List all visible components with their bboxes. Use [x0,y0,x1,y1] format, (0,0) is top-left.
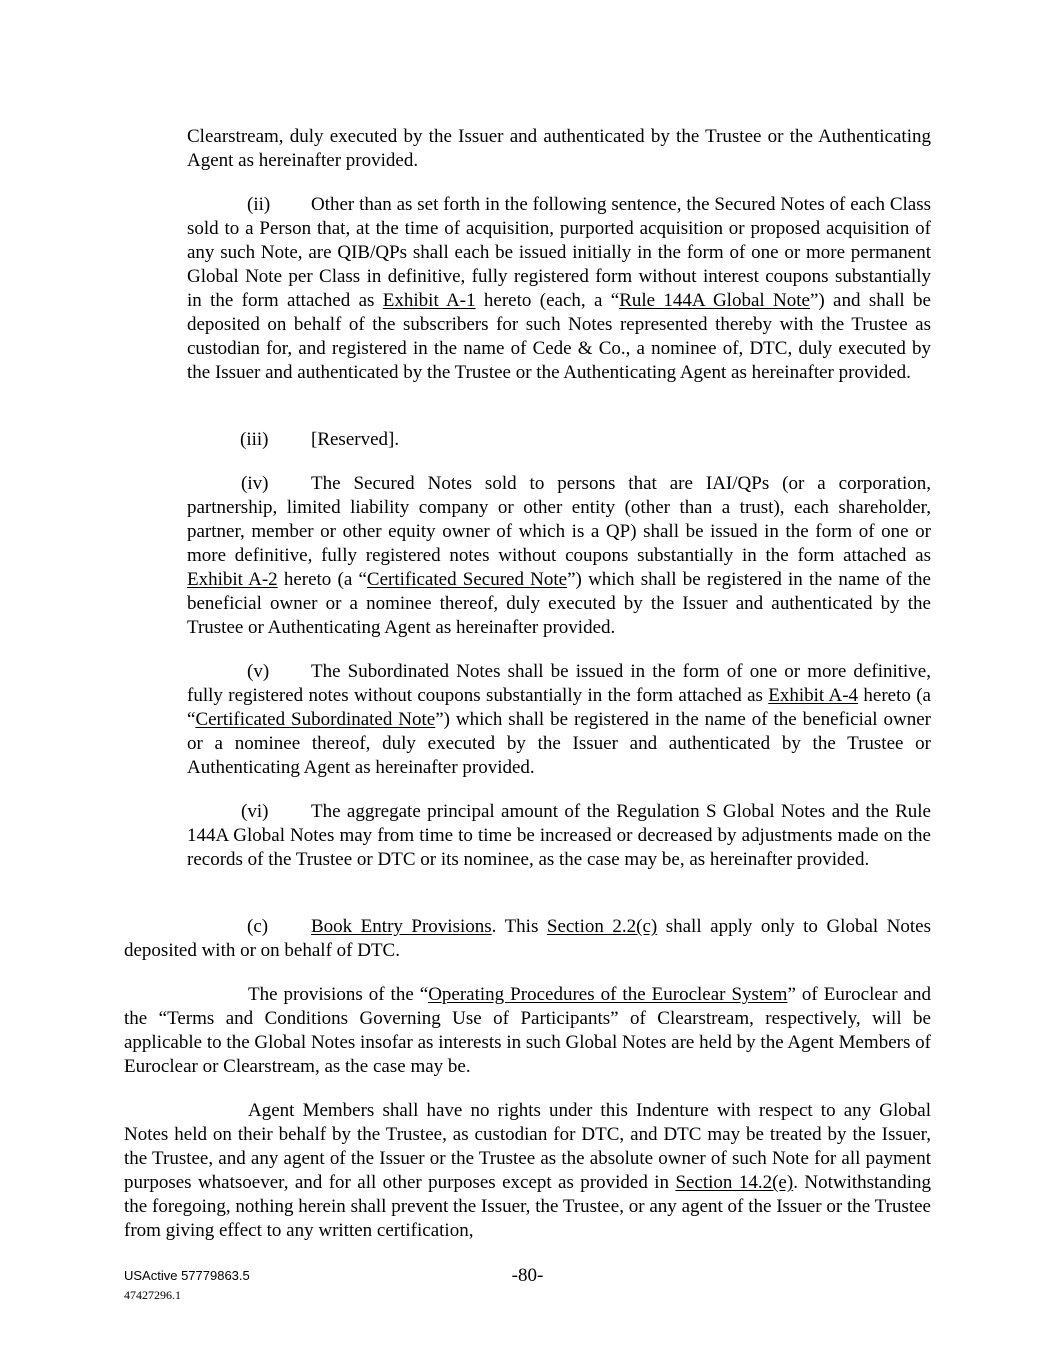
paragraph-text: The Subordinated Notes shall be issued in the form of one or more definitive, fully registered notes without coupons substantially in the form attached as [187,661,931,706]
exhibit-a2-reference: Exhibit A-2 [187,569,278,590]
rule-144a-term: Rule 144A Global Note [619,290,810,311]
paragraph-text: . Notwithstanding the foregoing, nothing herein shall prevent the Issuer, the Trustee, or any agent of the Issuer or the Trustee from giving effect to any written certification, [124,1172,932,1241]
paragraph-label: (v) [247,661,270,682]
paragraph-text: ”) which shall be registered in the name of the beneficial owner or a nominee thereof, duly executed by the Issuer and authenticated by the Trustee or Authenticating Agent as hereinafter provided. [187,569,931,638]
certificated-secured-note-term: Certificated Secured Note [366,569,568,590]
paragraph-text: ”) and shall be deposited on behalf of the subscribers for such Notes represented thereby with the Trustee as custodian for, and registered in the name of Cede & Co., a nominee of, DTC, duly executed by the Issuer and authenticated by the Trustee or the Authenticating Agent as hereinafter provided. [187,290,931,383]
exhibit-a4-reference: Exhibit A-4 [768,685,859,706]
paragraph-label: (iv) [241,473,269,494]
paragraph-iv [187,472,931,640]
paragraph-text: ” of Euroclear and the “Terms and Conditions Governing Use of Participants” of Clearstream, respectively, will be applicable to the Global Notes insofar as interests in such Global Notes are held by the Agent Members of Euroclear or Clearstream, as the case may be. [124,984,931,1077]
paragraph-label: (ii) [247,194,271,215]
paragraph-intro [187,125,931,173]
paragraph-text: . This [491,916,547,937]
paragraph-text: Clearstream, duly executed by the Issuer and authenticated by the Trustee or the Authenticating Agent as hereinafter provided. [187,126,931,171]
paragraph-label: (iii) [240,429,269,450]
paragraph-text: hereto (each, a “ [475,290,620,311]
footer-doc-id-secondary: 47427296.1 [124,1288,181,1302]
paragraph-label: (c) [247,916,269,937]
paragraph-text: The provisions of the “ [248,984,429,1005]
paragraph-label: (vi) [241,801,269,822]
book-entry-provisions-heading: Book Entry Provisions [311,916,492,937]
paragraph-text: The Secured Notes sold to persons that are IAI/QPs (or a corporation, partnership, limited liability company or other entity (other than a trust), each shareholder, partner, member or other equity owner of which is a QP) shall be issued in the form of one or more definitive, fully registered notes without coupons substantially in the form attached as [187,473,931,566]
footer-doc-id: USActive 57779863.5 [124,1268,250,1283]
paragraph-euroclear [124,983,931,1079]
paragraph-text: Agent Members shall have no rights under this Indenture with respect to any Global Notes held on their behalf by the Trustee, as custodian for DTC, and DTC may be treated by the Issuer, the Trustee, and any agent of the Issuer or the Trustee as the absolute owner of such Note for all payment purposes whatsoever, and for all other purposes except as provided in [124,1100,931,1193]
paragraph-c [124,915,931,963]
section-2-2c-reference: Section 2.2(c) [546,916,658,937]
paragraph-text: Other than as set forth in the following sentence, the Secured Notes of each Class sold to a Person that, at the time of acquisition, purported acquisition or proposed acquisition of any such Note, are QIB/QPs shall each be issued initially in the form of one or more permanent Global Note per Class in definitive, fully registered form without interest coupons substantially in the form attached as [187,194,931,311]
paragraph-text: The aggregate principal amount of the Regulation S Global Notes and the Rule 144A Global Notes may from time to time be increased or decreased by adjustments made on the records of the Trustee or DTC or its nominee, as the case may be, as hereinafter provided. [187,801,931,870]
paragraph-agent-members [124,1099,931,1243]
paragraph-text: shall apply only to Global Notes deposited with or on behalf of DTC. [124,916,931,961]
euroclear-procedures-term: Operating Procedures of the Euroclear System [428,984,788,1005]
paragraph-ii [187,193,931,385]
paragraph-text: [Reserved]. [311,429,400,450]
paragraph-v [187,660,931,780]
paragraph-text: ”) which shall be registered in the name of the beneficial owner or a nominee thereof, duly executed by the Issuer and authenticated by the Trustee or Authenticating Agent as hereinafter provided. [187,709,931,778]
paragraph-text: hereto (a “ [277,569,367,590]
exhibit-a1-reference: Exhibit A-1 [382,290,476,311]
section-14-2e-reference: Section 14.2(e) [675,1172,794,1193]
paragraph-vi [187,800,931,872]
certificated-subordinated-note-term: Certificated Subordinated Note [195,709,436,730]
paragraph-text: hereto (a “ [187,685,931,730]
page-number: -80- [511,1265,544,1286]
paragraph-iii [187,428,931,452]
